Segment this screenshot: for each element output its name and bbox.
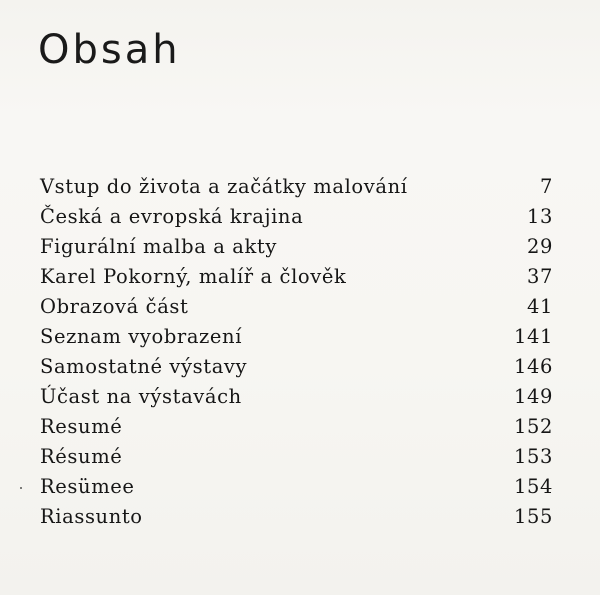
toc-entry xyxy=(40,502,553,532)
toc-entry xyxy=(40,322,553,352)
toc-entry-page-number: 154 xyxy=(513,475,553,498)
toc-entry xyxy=(40,412,553,442)
toc-entry-title: Karel Pokorný, malíř a člověk xyxy=(40,265,347,288)
toc-entry-title: Figurální malba a akty xyxy=(40,235,277,258)
toc-entry-title: Resumé xyxy=(40,415,123,438)
toc-entry-title: Vstup do života a začátky malování xyxy=(40,175,408,198)
toc-entry-page-number: 13 xyxy=(526,205,553,228)
toc-entry-title: Obrazová část xyxy=(40,295,189,318)
page-title: Obsah xyxy=(38,27,181,73)
toc-entry xyxy=(40,352,553,382)
toc-entry-title: Riassunto xyxy=(40,505,143,528)
toc-entry-page-number: 152 xyxy=(513,415,553,438)
toc-entry xyxy=(40,442,553,472)
toc-entry-title: Česká a evropská krajina xyxy=(40,205,304,228)
toc-entry xyxy=(40,472,553,502)
toc-entry-page-number: 37 xyxy=(526,265,553,288)
toc-entry-page-number: 29 xyxy=(526,235,553,258)
toc-entry xyxy=(40,202,553,232)
toc-entry-title: Samostatné výstavy xyxy=(40,355,248,378)
toc-entry-page-number: 7 xyxy=(539,175,553,198)
toc-entry-page-number: 153 xyxy=(513,445,553,468)
toc-entry-page-number: 141 xyxy=(513,325,553,348)
table-of-contents xyxy=(40,172,553,532)
paper-speck xyxy=(20,487,22,489)
toc-entry-title: Resümee xyxy=(40,475,135,498)
toc-entry-title: Résumé xyxy=(40,445,123,468)
toc-entry xyxy=(40,382,553,412)
toc-entry xyxy=(40,172,553,202)
toc-entry xyxy=(40,262,553,292)
toc-entry-title: Účast na výstavách xyxy=(40,385,242,408)
toc-entry-title: Seznam vyobrazení xyxy=(40,325,243,348)
toc-entry-page-number: 155 xyxy=(513,505,553,528)
toc-entry-page-number: 146 xyxy=(513,355,553,378)
toc-entry-page-number: 149 xyxy=(513,385,553,408)
toc-entry xyxy=(40,232,553,262)
toc-entry xyxy=(40,292,553,322)
toc-entry-page-number: 41 xyxy=(526,295,553,318)
